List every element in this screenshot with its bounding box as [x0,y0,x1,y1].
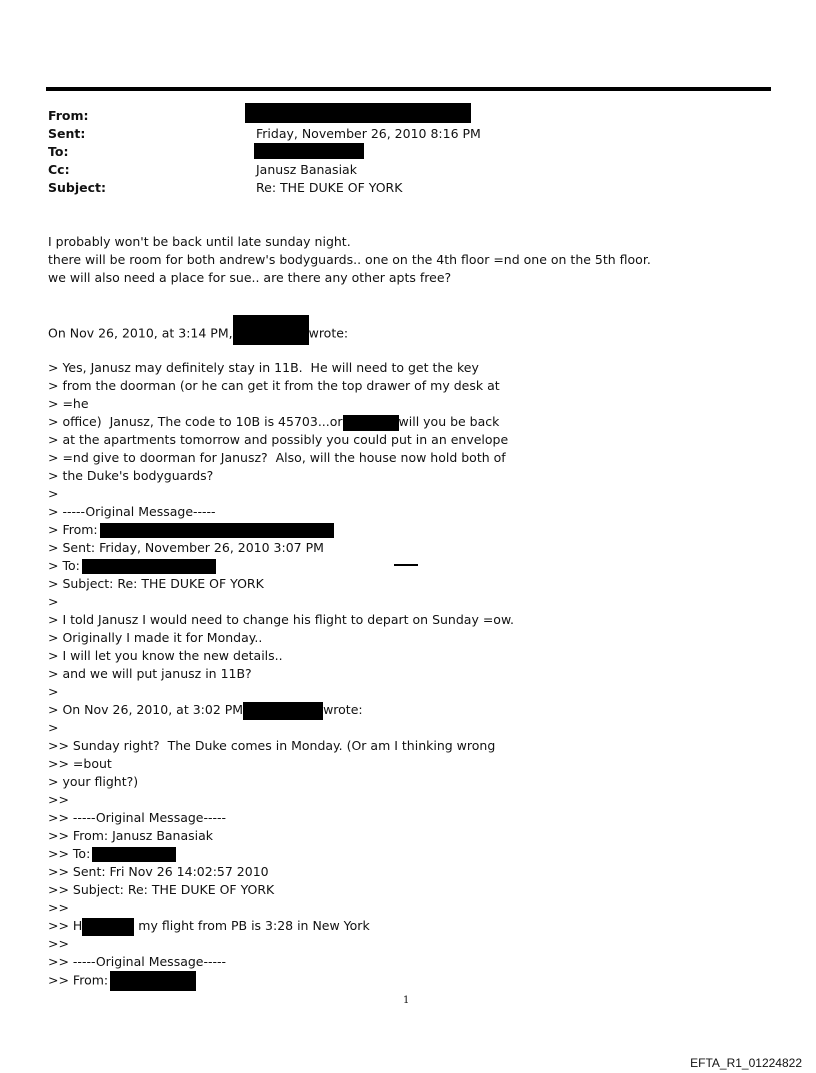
page-number: 1 [403,995,410,1006]
to-redaction [92,847,176,862]
quote-segment: > On Nov 26, 2010, at 3:02 PM [48,702,244,717]
quote-line: >> From: Janusz Banasiak [48,828,214,843]
quote-line [48,413,499,431]
quote-line: > Originally I made it for Monday.. [48,630,263,645]
header-divider [46,87,771,91]
quote-line: > your flight?) [48,774,139,789]
quote-line: > =he [48,396,89,411]
quote-line: >> [48,900,69,915]
from-redaction [100,523,334,538]
quote-line: >> =bout [48,756,112,771]
quote-line: > [48,594,59,609]
quote-line: >> Sent: Fri Nov 26 14:02:57 2010 [48,864,269,879]
quote-segment: > office) Janusz, The code to 10B is 45703...or [48,414,343,429]
body-line: we will also need a place for sue.. are there any other apts free? [48,270,452,285]
quote-line: >> [48,936,69,951]
quote-line: > from the doorman (or he can get it from the top drawer of my desk at [48,378,500,393]
quote-line: >> -----Original Message----- [48,954,227,969]
sent-value: Friday, November 26, 2010 8:16 PM [256,126,481,141]
body-line: there will be room for both andrew's bodyguards.. one on the 4th floor =nd one on the 5th floor. [48,252,651,267]
sender-redaction [233,315,309,345]
body-line: I probably won't be back until late sunday night. [48,234,351,249]
quote-line: > [48,486,59,501]
quote-line [48,845,176,863]
quote-line: >> -----Original Message----- [48,810,227,825]
cc-label: Cc: [48,162,70,177]
reply-intro [48,323,348,345]
quote-line [48,917,370,936]
sender-redaction [243,702,323,720]
quote-segment: my flight from PB is 3:28 in New York [134,918,370,933]
subject-value: Re: THE DUKE OF YORK [256,180,403,195]
quote-line: > [48,684,59,699]
to-redaction [82,559,216,574]
quote-line: > Sent: Friday, November 26, 2010 3:07 PM [48,540,324,555]
quote-line: >> [48,792,69,807]
quote-segment: > To: [48,558,80,573]
quote-line: >> Sunday right? The Duke comes in Monday. (Or am I thinking wrong [48,738,496,753]
reply-intro-suffix: wrote: [308,325,349,341]
name-redaction [82,918,134,936]
quote-line: > I told Janusz I would need to change his flight to depart on Sunday =ow. [48,612,514,627]
quote-line [48,521,334,539]
quote-line: > and we will put janusz in 11B? [48,666,252,681]
quote-line: > =nd give to doorman for Janusz? Also, will the house now hold both of [48,450,506,465]
quote-segment: >> H [48,918,83,933]
quote-line: > I will let you know the new details.. [48,648,283,663]
quote-line: > [48,720,59,735]
redaction-mark [394,564,418,566]
quote-line: > Yes, Janusz may definitely stay in 11B. He will need to get the key [48,360,479,375]
quote-segment: > From: [48,522,98,537]
quote-segment: wrote: [323,702,363,717]
from-label: From: [48,108,89,123]
quote-segment: >> From: [48,972,109,988]
quote-line [48,701,363,720]
quote-line: > the Duke's bodyguards? [48,468,214,483]
quote-line: > Subject: Re: THE DUKE OF YORK [48,576,264,591]
quote-line: > -----Original Message----- [48,504,216,519]
quote-line [48,557,216,575]
reply-intro-prefix: On Nov 26, 2010, at 3:14 PM, [48,325,233,341]
to-label: To: [48,144,69,159]
from-redaction [110,971,196,991]
quote-line [48,971,196,991]
from-redaction [245,103,471,123]
quote-segment: will you be back [398,414,500,429]
quote-segment: >> To: [48,846,91,861]
quote-line: > at the apartments tomorrow and possibly you could put in an envelope [48,432,509,447]
quote-line: >> Subject: Re: THE DUKE OF YORK [48,882,275,897]
name-redaction [343,415,399,431]
cc-value: Janusz Banasiak [256,162,357,177]
document-id: EFTA_R1_01224822 [690,1056,802,1070]
subject-label: Subject: [48,180,106,195]
to-redaction [254,143,364,159]
sent-label: Sent: [48,126,86,141]
